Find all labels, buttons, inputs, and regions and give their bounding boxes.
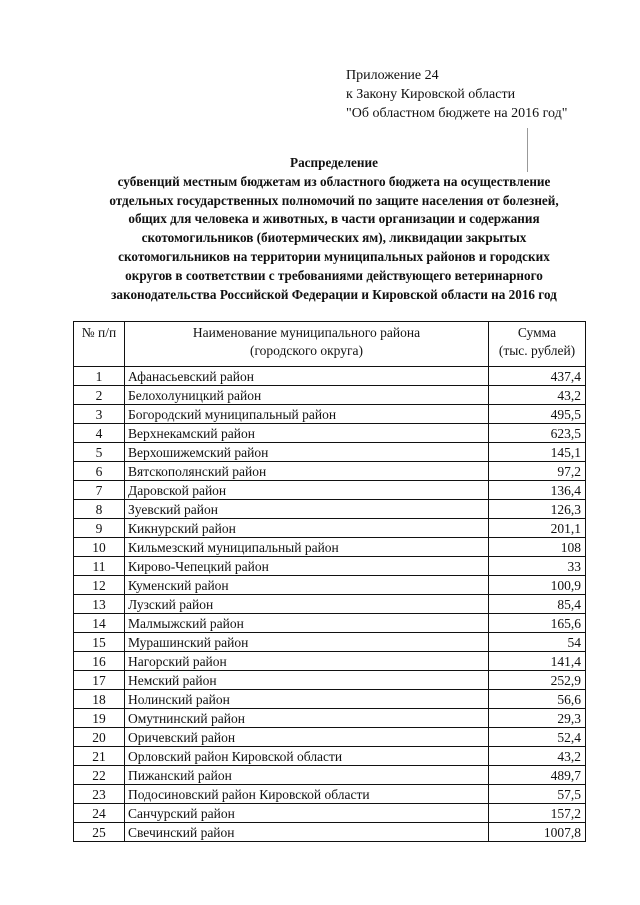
row-sum: 43,2 bbox=[489, 747, 586, 766]
title-line: общих для человека и животных, в части организации и содержания bbox=[128, 211, 540, 227]
table-row bbox=[74, 671, 586, 690]
row-district-name: Кильмезский муниципальный район bbox=[125, 538, 489, 557]
row-number: 6 bbox=[74, 462, 125, 481]
row-number: 14 bbox=[74, 614, 125, 633]
row-number: 3 bbox=[74, 405, 125, 424]
appendix-header bbox=[346, 66, 567, 123]
table-row bbox=[74, 500, 586, 519]
appendix-law-title: "Об областном бюджете на 2016 год" bbox=[346, 106, 568, 121]
header-sum: Сумма (тыс. рублей) bbox=[489, 322, 586, 367]
row-number: 21 bbox=[74, 747, 125, 766]
row-sum: 145,1 bbox=[489, 443, 586, 462]
row-number: 22 bbox=[74, 766, 125, 785]
row-sum: 437,4 bbox=[489, 367, 586, 386]
row-district-name: Зуевский район bbox=[125, 500, 489, 519]
row-number: 19 bbox=[74, 709, 125, 728]
row-district-name: Нагорский район bbox=[125, 652, 489, 671]
row-sum: 54 bbox=[489, 633, 586, 652]
table-header-row bbox=[74, 322, 586, 367]
row-sum: 141,4 bbox=[489, 652, 586, 671]
table-row bbox=[74, 766, 586, 785]
row-number: 12 bbox=[74, 576, 125, 595]
title-line: законодательства Российской Федерации и Кировской области на 2016 год bbox=[111, 286, 557, 302]
row-sum: 201,1 bbox=[489, 519, 586, 538]
row-district-name: Вятскополянский район bbox=[125, 462, 489, 481]
row-district-name: Немский район bbox=[125, 671, 489, 690]
row-district-name: Нолинский район bbox=[125, 690, 489, 709]
row-sum: 495,5 bbox=[489, 405, 586, 424]
row-number: 17 bbox=[74, 671, 125, 690]
table-row bbox=[74, 709, 586, 728]
row-number: 18 bbox=[74, 690, 125, 709]
row-district-name: Оричевский район bbox=[125, 728, 489, 747]
row-number: 1 bbox=[74, 367, 125, 386]
table-row bbox=[74, 405, 586, 424]
row-number: 7 bbox=[74, 481, 125, 500]
row-district-name: Орловский район Кировской области bbox=[125, 747, 489, 766]
table-row bbox=[74, 614, 586, 633]
title-line: округов в соответствии с требованиями действующего ветеринарного bbox=[125, 267, 543, 283]
row-district-name: Лузский район bbox=[125, 595, 489, 614]
row-district-name: Верхошижемский район bbox=[125, 443, 489, 462]
row-district-name: Кикнурский район bbox=[125, 519, 489, 538]
table-row bbox=[74, 785, 586, 804]
table-row bbox=[74, 576, 586, 595]
row-sum: 57,5 bbox=[489, 785, 586, 804]
subvention-table bbox=[73, 321, 586, 842]
table-row bbox=[74, 804, 586, 823]
row-district-name: Свечинский район bbox=[125, 823, 489, 842]
row-sum: 136,4 bbox=[489, 481, 586, 500]
table-row bbox=[74, 633, 586, 652]
document-title bbox=[60, 154, 608, 304]
table-row bbox=[74, 367, 586, 386]
row-sum: 157,2 bbox=[489, 804, 586, 823]
row-district-name: Куменский район bbox=[125, 576, 489, 595]
row-sum: 252,9 bbox=[489, 671, 586, 690]
row-sum: 1007,8 bbox=[489, 823, 586, 842]
row-sum: 108 bbox=[489, 538, 586, 557]
row-number: 24 bbox=[74, 804, 125, 823]
row-district-name: Малмыжский район bbox=[125, 614, 489, 633]
appendix-number: Приложение 24 bbox=[346, 68, 439, 83]
row-district-name: Афанасьевский район bbox=[125, 367, 489, 386]
table-row bbox=[74, 728, 586, 747]
row-sum: 623,5 bbox=[489, 424, 586, 443]
row-district-name: Даровской район bbox=[125, 481, 489, 500]
row-sum: 29,3 bbox=[489, 709, 586, 728]
table-row bbox=[74, 481, 586, 500]
row-district-name: Богородский муниципальный район bbox=[125, 405, 489, 424]
table-row bbox=[74, 443, 586, 462]
row-sum: 97,2 bbox=[489, 462, 586, 481]
row-number: 20 bbox=[74, 728, 125, 747]
row-number: 15 bbox=[74, 633, 125, 652]
row-number: 13 bbox=[74, 595, 125, 614]
row-district-name: Верхнекамский район bbox=[125, 424, 489, 443]
row-district-name: Омутнинский район bbox=[125, 709, 489, 728]
appendix-law: к Закону Кировской области bbox=[346, 87, 516, 102]
title-line: субвенций местным бюджетам из областного бюджета на осуществление bbox=[117, 173, 551, 189]
header-number: № п/п bbox=[74, 322, 125, 367]
table-row bbox=[74, 823, 586, 842]
row-district-name: Подосиновский район Кировской области bbox=[125, 785, 489, 804]
row-sum: 85,4 bbox=[489, 595, 586, 614]
row-number: 8 bbox=[74, 500, 125, 519]
table-row bbox=[74, 747, 586, 766]
row-district-name: Мурашинский район bbox=[125, 633, 489, 652]
row-sum: 489,7 bbox=[489, 766, 586, 785]
table-row bbox=[74, 462, 586, 481]
row-number: 2 bbox=[74, 386, 125, 405]
row-district-name: Санчурский район bbox=[125, 804, 489, 823]
title-line: скотомогильников (биотермических ям), ликвидации закрытых bbox=[141, 230, 527, 246]
table-row bbox=[74, 538, 586, 557]
row-number: 25 bbox=[74, 823, 125, 842]
row-number: 10 bbox=[74, 538, 125, 557]
title-line: скотомогильников на территории муниципальных районов и городских bbox=[118, 248, 550, 264]
title-line: отдельных государственных полномочий по защите населения от болезней, bbox=[109, 192, 559, 208]
row-number: 11 bbox=[74, 557, 125, 576]
row-number: 16 bbox=[74, 652, 125, 671]
row-number: 9 bbox=[74, 519, 125, 538]
row-sum: 52,4 bbox=[489, 728, 586, 747]
row-number: 23 bbox=[74, 785, 125, 804]
table-row bbox=[74, 595, 586, 614]
row-district-name: Белохолуницкий район bbox=[125, 386, 489, 405]
row-sum: 126,3 bbox=[489, 500, 586, 519]
row-district-name: Кирово-Чепецкий район bbox=[125, 557, 489, 576]
row-sum: 33 bbox=[489, 557, 586, 576]
table-row bbox=[74, 519, 586, 538]
row-sum: 43,2 bbox=[489, 386, 586, 405]
row-district-name: Пижанский район bbox=[125, 766, 489, 785]
row-number: 4 bbox=[74, 424, 125, 443]
table-row bbox=[74, 690, 586, 709]
row-number: 5 bbox=[74, 443, 125, 462]
table-row bbox=[74, 652, 586, 671]
title-line: Распределение bbox=[290, 155, 378, 170]
table-row bbox=[74, 386, 586, 405]
row-sum: 56,6 bbox=[489, 690, 586, 709]
row-sum: 165,6 bbox=[489, 614, 586, 633]
table-row bbox=[74, 557, 586, 576]
header-name: Наименование муниципального района (городского округа) bbox=[125, 322, 489, 367]
table-row bbox=[74, 424, 586, 443]
row-sum: 100,9 bbox=[489, 576, 586, 595]
